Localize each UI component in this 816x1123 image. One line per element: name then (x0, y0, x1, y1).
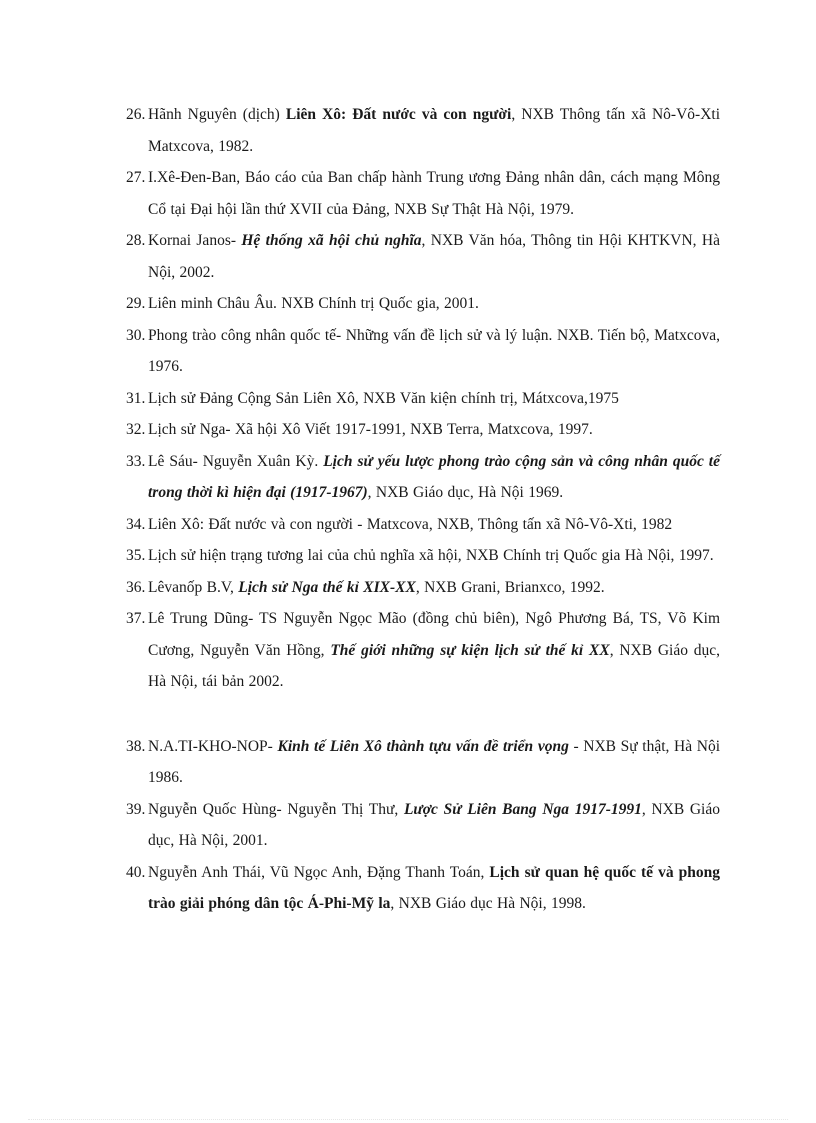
page-bottom-rule (28, 1119, 788, 1120)
reference-number: 29. (126, 295, 146, 312)
reference-title: Lịch sử Nga thế kỉ XIX-XX (238, 578, 416, 596)
reference-title: Lịch sử yếu lược phong trào cộng sản và công nhân quốc tế trong thời kì hiện đại (1917-1967) (148, 452, 720, 501)
reference-text: Kornai Janos- (148, 232, 242, 249)
reference-title: Kinh tế Liên Xô thành tựu vấn đề triển vọng (277, 737, 569, 755)
reference-item (126, 162, 720, 225)
reference-title: Lược Sử Liên Bang Nga 1917-1991 (403, 800, 642, 818)
reference-item (126, 794, 720, 857)
reference-text: , NXB Văn hóa, Thông tin Hội KHTKVN, Hà Nội, 2002. (148, 232, 720, 281)
reference-item (126, 414, 720, 446)
reference-item (126, 572, 720, 604)
reference-number: 37. (126, 610, 146, 627)
reference-text: Liên Xô: Đất nước và con người - Matxcova, NXB, Thông tấn xã Nô-Vô-Xti, 1982 (148, 515, 673, 533)
reference-text: Nguyễn Anh Thái, Vũ Ngọc Anh, Đặng Thanh Toán, (148, 863, 490, 881)
reference-item (126, 383, 720, 415)
reference-text: Lêvanốp B.V, (148, 578, 239, 596)
reference-item (126, 731, 720, 794)
reference-title: Hệ thống xã hội chủ nghĩa (241, 232, 422, 249)
reference-number: 28. (126, 232, 146, 249)
reference-item (126, 446, 720, 509)
reference-text: Lê Trung Dũng- TS Nguyễn Ngọc Mão (đồng chủ biên), Ngô Phương Bá, TS, Võ Kim Cương, Nguyễn Văn Hồng, (148, 610, 720, 659)
reference-title: Liên Xô: Đất nước và con người (285, 106, 512, 123)
reference-number: 40. (126, 863, 146, 881)
reference-number: 36. (126, 578, 146, 596)
reference-text: I.Xê-Đen-Ban, Báo cáo của Ban chấp hành Trung ương Đảng nhân dân, cách mạng Mông Cổ tại Đại hội lần thứ XVII của Đảng, NXB Sự Thật Hà Nội, 1979. (148, 169, 720, 218)
reference-item (126, 320, 720, 383)
reference-number: 26. (126, 106, 146, 123)
reference-item (126, 509, 720, 541)
reference-text: Liên minh Châu Âu. NXB Chính trị Quốc gia, 2001. (148, 295, 479, 312)
reference-number: 35. (126, 547, 146, 564)
reference-list (126, 99, 720, 920)
reference-text: Hãnh Nguyên (dịch) (148, 106, 286, 123)
reference-item (126, 603, 720, 698)
reference-text: , NXB Thông tấn xã Nô-Vô-Xti Matxcova, 1982. (148, 106, 721, 155)
reference-number: 38. (126, 737, 146, 755)
reference-title: Thế giới những sự kiện lịch sử thế kỉ XX (330, 641, 610, 659)
reference-text: , NXB Giáo dục, Hà Nội, tái bản 2002. (148, 641, 720, 690)
reference-title: Lịch sử quan hệ quốc tế và phong trào giải phóng dân tộc Á-Phi-Mỹ la (148, 863, 720, 912)
reference-text: Lê Sáu- Nguyễn Xuân Kỳ. (148, 452, 324, 470)
reference-number: 33. (126, 452, 146, 470)
reference-text: Lịch sử Nga- Xã hội Xô Viết 1917-1991, NXB Terra, Matxcova, 1997. (148, 421, 593, 438)
reference-number: 30. (126, 326, 146, 344)
reference-text: Nguyễn Quốc Hùng- Nguyễn Thị Thư, (148, 800, 404, 818)
reference-text: - NXB Sự thật, Hà Nội 1986. (148, 737, 721, 786)
reference-number: 31. (126, 389, 146, 407)
reference-item (126, 225, 720, 288)
reference-number: 39. (126, 800, 146, 818)
reference-text: , NXB Giáo dục, Hà Nội, 2001. (148, 800, 720, 849)
reference-number: 32. (126, 421, 146, 438)
reference-item (126, 857, 720, 920)
reference-item (126, 99, 720, 162)
reference-item (126, 540, 720, 572)
reference-text: , NXB Grani, Brianxco, 1992. (415, 578, 605, 596)
reference-number: 27. (126, 169, 146, 186)
reference-item (126, 288, 720, 320)
reference-text: N.A.TI-KHO-NOP- (148, 737, 278, 755)
paragraph-gap (126, 698, 720, 731)
reference-text: Phong trào công nhân quốc tế- Những vấn đề lịch sử và lý luận. NXB. Tiến bộ, Matxcova, 1976. (148, 326, 720, 375)
reference-text: , NXB Giáo dục, Hà Nội 1969. (367, 484, 564, 501)
reference-number: 34. (126, 515, 146, 533)
reference-text: Lịch sử hiện trạng tương lai của chủ nghĩa xã hội, NXB Chính trị Quốc gia Hà Nội, 1997. (148, 547, 714, 564)
reference-text: Lịch sử Đảng Cộng Sản Liên Xô, NXB Văn kiện chính trị, Mátxcova,1975 (148, 389, 619, 407)
reference-text: , NXB Giáo dục Hà Nội, 1998. (390, 895, 586, 912)
